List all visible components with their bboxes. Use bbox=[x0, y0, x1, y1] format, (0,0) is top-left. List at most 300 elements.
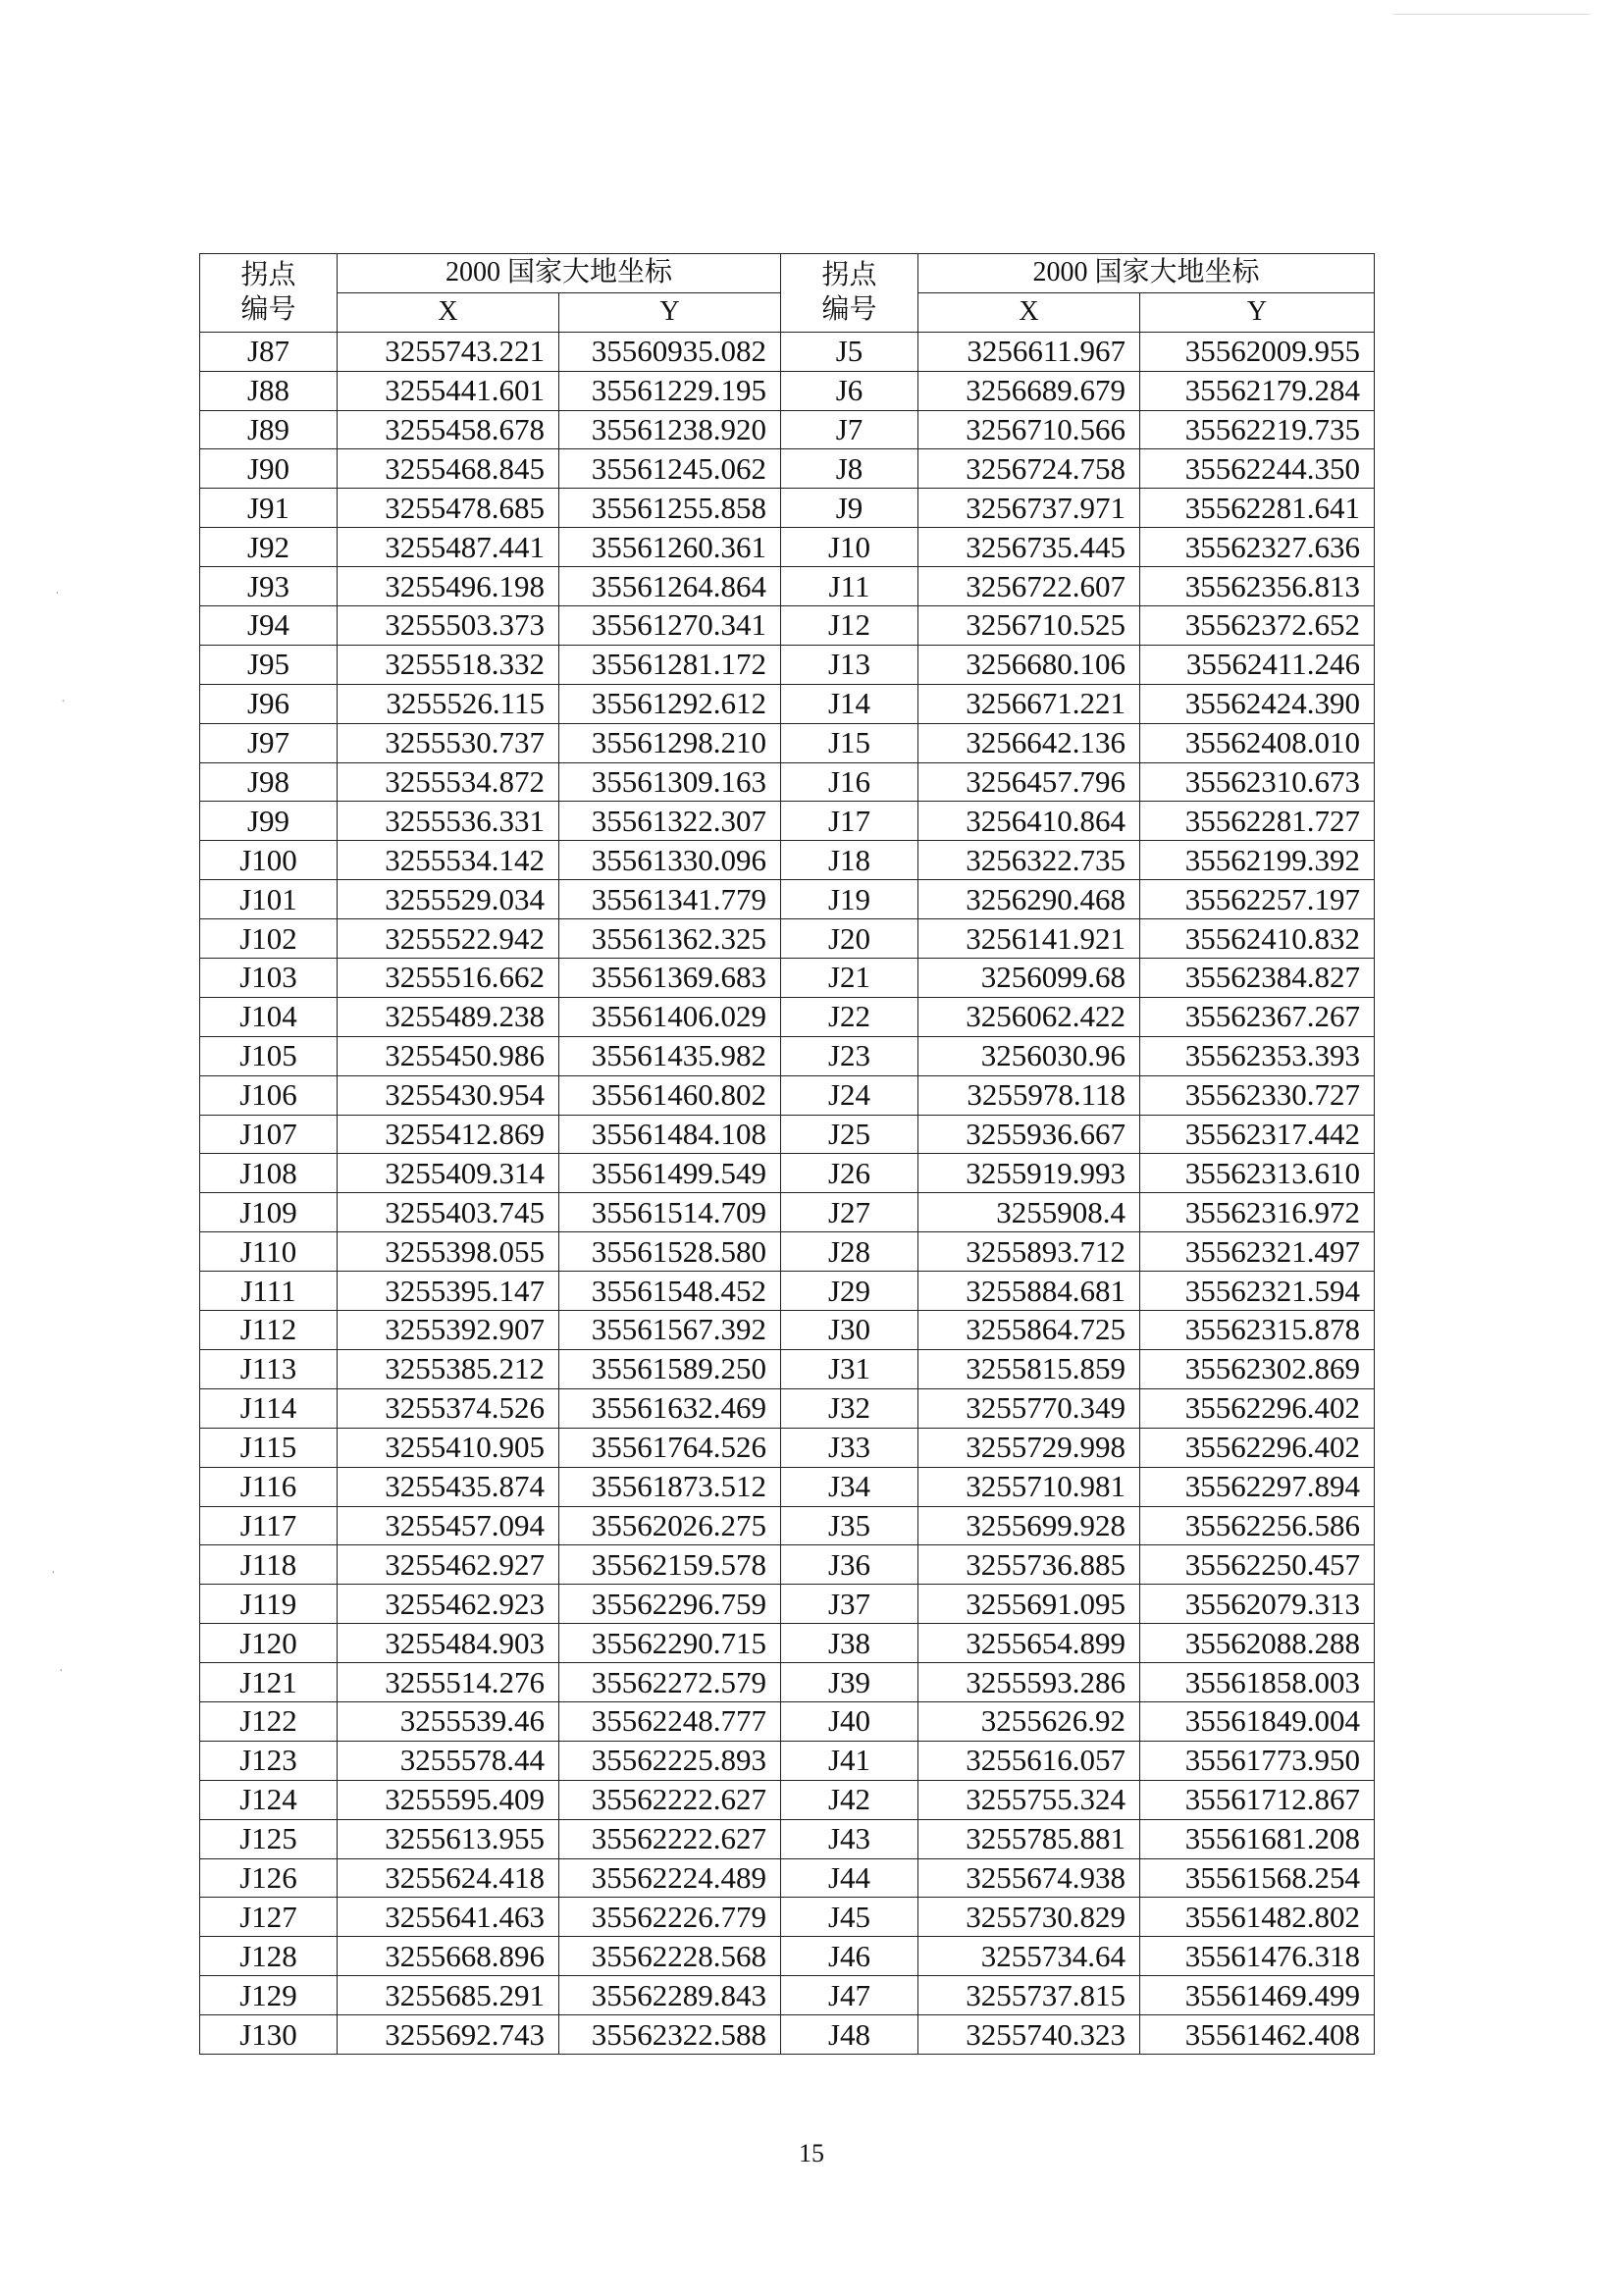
y-value: 35561858.003 bbox=[1140, 1663, 1375, 1702]
y-value: 35561462.408 bbox=[1140, 2015, 1375, 2055]
table-row bbox=[200, 1780, 1375, 1819]
y-value: 35561369.683 bbox=[559, 959, 781, 998]
point-id: J121 bbox=[200, 1663, 338, 1702]
point-id: J12 bbox=[781, 606, 918, 646]
y-value: 35562384.827 bbox=[1140, 959, 1375, 998]
point-id: J44 bbox=[781, 1858, 918, 1898]
table-body bbox=[200, 332, 1375, 2054]
y-value: 35562088.288 bbox=[1140, 1624, 1375, 1663]
x-value: 3256611.967 bbox=[918, 332, 1140, 371]
table-row bbox=[200, 1741, 1375, 1780]
y-value: 35562296.759 bbox=[559, 1585, 781, 1624]
point-id: J14 bbox=[781, 684, 918, 723]
y-value: 35562219.735 bbox=[1140, 410, 1375, 449]
point-id: J92 bbox=[200, 528, 338, 567]
y-value: 35562330.727 bbox=[1140, 1075, 1375, 1115]
x-value: 3255908.4 bbox=[918, 1193, 1140, 1232]
x-value: 3255468.845 bbox=[338, 449, 559, 489]
x-value: 3255536.331 bbox=[338, 802, 559, 841]
table-row bbox=[200, 841, 1375, 880]
point-id: J23 bbox=[781, 1036, 918, 1075]
y-value: 35561298.210 bbox=[559, 723, 781, 762]
point-id: J106 bbox=[200, 1075, 338, 1115]
table-row bbox=[200, 2015, 1375, 2055]
point-id: J123 bbox=[200, 1741, 338, 1780]
y-value: 35562244.350 bbox=[1140, 449, 1375, 489]
x-value: 3255593.286 bbox=[918, 1663, 1140, 1702]
x-value: 3256410.864 bbox=[918, 802, 1140, 841]
point-id: J88 bbox=[200, 371, 338, 410]
table-row bbox=[200, 371, 1375, 410]
y-value: 35561330.096 bbox=[559, 841, 781, 880]
x-value: 3256457.796 bbox=[918, 762, 1140, 802]
point-id: J37 bbox=[781, 1585, 918, 1624]
x-value: 3255978.118 bbox=[918, 1075, 1140, 1115]
x-value: 3255518.332 bbox=[338, 645, 559, 684]
table-row bbox=[200, 1976, 1375, 2015]
point-id: J117 bbox=[200, 1506, 338, 1545]
x-value: 3255710.981 bbox=[918, 1467, 1140, 1506]
table-row bbox=[200, 959, 1375, 998]
table-row bbox=[200, 1819, 1375, 1858]
header-row-1 bbox=[200, 254, 1375, 293]
point-id: J87 bbox=[200, 332, 338, 371]
point-id: J11 bbox=[781, 567, 918, 606]
point-id: J111 bbox=[200, 1272, 338, 1311]
point-id: J9 bbox=[781, 489, 918, 528]
y-value: 35562225.893 bbox=[559, 1741, 781, 1780]
y-value: 35561469.499 bbox=[1140, 1976, 1375, 2015]
x-value: 3255435.874 bbox=[338, 1467, 559, 1506]
x-value: 3255529.034 bbox=[338, 880, 559, 919]
y-value: 35561341.779 bbox=[559, 880, 781, 919]
point-id: J6 bbox=[781, 371, 918, 410]
y-header-left: Y bbox=[559, 292, 781, 332]
y-value: 35562199.392 bbox=[1140, 841, 1375, 880]
x-value: 3255699.928 bbox=[918, 1506, 1140, 1545]
table-row bbox=[200, 1075, 1375, 1115]
x-value: 3255374.526 bbox=[338, 1388, 559, 1428]
x-value: 3256141.921 bbox=[918, 919, 1140, 959]
y-value: 35562356.813 bbox=[1140, 567, 1375, 606]
point-id: J8 bbox=[781, 449, 918, 489]
y-value: 35562321.594 bbox=[1140, 1272, 1375, 1311]
point-id: J99 bbox=[200, 802, 338, 841]
point-id: J19 bbox=[781, 880, 918, 919]
x-value: 3255487.441 bbox=[338, 528, 559, 567]
x-value: 3256689.679 bbox=[918, 371, 1140, 410]
point-id: J91 bbox=[200, 489, 338, 528]
point-id: J128 bbox=[200, 1937, 338, 1976]
y-value: 35562316.972 bbox=[1140, 1193, 1375, 1232]
x-value: 3255936.667 bbox=[918, 1115, 1140, 1154]
y-value: 35562296.402 bbox=[1140, 1428, 1375, 1467]
y-value: 35561270.341 bbox=[559, 606, 781, 646]
x-value: 3255743.221 bbox=[338, 332, 559, 371]
point-id: J26 bbox=[781, 1154, 918, 1193]
table-row bbox=[200, 880, 1375, 919]
point-id: J22 bbox=[781, 997, 918, 1036]
y-value: 35562257.197 bbox=[1140, 880, 1375, 919]
y-value: 35562315.878 bbox=[1140, 1311, 1375, 1350]
y-value: 35562222.627 bbox=[559, 1780, 781, 1819]
table-row bbox=[200, 489, 1375, 528]
point-label-line2: 编号 bbox=[821, 294, 877, 326]
point-id: J95 bbox=[200, 645, 338, 684]
table-row bbox=[200, 1467, 1375, 1506]
point-id: J102 bbox=[200, 919, 338, 959]
table-row bbox=[200, 606, 1375, 646]
table-row bbox=[200, 1232, 1375, 1272]
point-id: J103 bbox=[200, 959, 338, 998]
x-value: 3255496.198 bbox=[338, 567, 559, 606]
x-value: 3255692.743 bbox=[338, 2015, 559, 2055]
x-value: 3256062.422 bbox=[918, 997, 1140, 1036]
table-row bbox=[200, 1272, 1375, 1311]
y-value: 35560935.082 bbox=[559, 332, 781, 371]
y-value: 35561264.864 bbox=[559, 567, 781, 606]
x-value: 3255484.903 bbox=[338, 1624, 559, 1663]
point-label-line1: 拐点 bbox=[240, 260, 296, 291]
x-value: 3255430.954 bbox=[338, 1075, 559, 1115]
table-row bbox=[200, 1154, 1375, 1193]
table-row bbox=[200, 1663, 1375, 1702]
y-value: 35562224.489 bbox=[559, 1858, 781, 1898]
x-value: 3256680.106 bbox=[918, 645, 1140, 684]
y-value: 35561255.858 bbox=[559, 489, 781, 528]
x-value: 3255516.662 bbox=[338, 959, 559, 998]
y-value: 35561764.526 bbox=[559, 1428, 781, 1467]
x-value: 3255613.955 bbox=[338, 1819, 559, 1858]
table-row bbox=[200, 1898, 1375, 1937]
y-value: 35561873.512 bbox=[559, 1467, 781, 1506]
point-id: J30 bbox=[781, 1311, 918, 1350]
point-id: J43 bbox=[781, 1819, 918, 1858]
y-value: 35562228.568 bbox=[559, 1937, 781, 1976]
x-value: 3255654.899 bbox=[918, 1624, 1140, 1663]
y-value: 35561260.361 bbox=[559, 528, 781, 567]
y-value: 35561229.195 bbox=[559, 371, 781, 410]
table-row bbox=[200, 1349, 1375, 1388]
y-value: 35562367.267 bbox=[1140, 997, 1375, 1036]
point-id: J120 bbox=[200, 1624, 338, 1663]
y-value: 35561362.325 bbox=[559, 919, 781, 959]
y-value: 35561589.250 bbox=[559, 1349, 781, 1388]
point-id: J113 bbox=[200, 1349, 338, 1388]
x-value: 3255668.896 bbox=[338, 1937, 559, 1976]
point-id: J29 bbox=[781, 1272, 918, 1311]
table-row bbox=[200, 645, 1375, 684]
x-value: 3255441.601 bbox=[338, 371, 559, 410]
point-id: J90 bbox=[200, 449, 338, 489]
x-value: 3255770.349 bbox=[918, 1388, 1140, 1428]
point-id: J109 bbox=[200, 1193, 338, 1232]
x-header-left: X bbox=[338, 292, 559, 332]
x-value: 3256722.607 bbox=[918, 567, 1140, 606]
x-value: 3255641.463 bbox=[338, 1898, 559, 1937]
x-value: 3255893.712 bbox=[918, 1232, 1140, 1272]
point-id: J42 bbox=[781, 1780, 918, 1819]
y-value: 35562226.779 bbox=[559, 1898, 781, 1937]
point-label-line1: 拐点 bbox=[821, 260, 877, 291]
point-id: J24 bbox=[781, 1075, 918, 1115]
y-value: 35562222.627 bbox=[559, 1819, 781, 1858]
y-value: 35562281.727 bbox=[1140, 802, 1375, 841]
point-id: J27 bbox=[781, 1193, 918, 1232]
point-id: J97 bbox=[200, 723, 338, 762]
table-row bbox=[200, 1937, 1375, 1976]
table-row bbox=[200, 1115, 1375, 1154]
y-value: 35562317.442 bbox=[1140, 1115, 1375, 1154]
x-value: 3255626.92 bbox=[918, 1701, 1140, 1741]
x-value: 3256322.735 bbox=[918, 841, 1140, 880]
point-id: J13 bbox=[781, 645, 918, 684]
point-id: J101 bbox=[200, 880, 338, 919]
x-value: 3255403.745 bbox=[338, 1193, 559, 1232]
point-id: J122 bbox=[200, 1701, 338, 1741]
x-value: 3255409.314 bbox=[338, 1154, 559, 1193]
point-id-header-left bbox=[200, 254, 338, 333]
point-id: J105 bbox=[200, 1036, 338, 1075]
point-id: J48 bbox=[781, 2015, 918, 2055]
y-value: 35561567.392 bbox=[559, 1311, 781, 1350]
table-row bbox=[200, 410, 1375, 449]
y-value: 35562079.313 bbox=[1140, 1585, 1375, 1624]
x-value: 3256671.221 bbox=[918, 684, 1140, 723]
table-row bbox=[200, 919, 1375, 959]
y-value: 35561568.254 bbox=[1140, 1858, 1375, 1898]
x-header-right: X bbox=[918, 292, 1140, 332]
y-value: 35562408.010 bbox=[1140, 723, 1375, 762]
x-value: 3255740.323 bbox=[918, 2015, 1140, 2055]
point-id: J129 bbox=[200, 1976, 338, 2015]
point-id: J119 bbox=[200, 1585, 338, 1624]
table-row bbox=[200, 1858, 1375, 1898]
scan-speck: · bbox=[61, 695, 66, 709]
point-id: J17 bbox=[781, 802, 918, 841]
scan-speck: · bbox=[51, 1566, 56, 1581]
point-id: J15 bbox=[781, 723, 918, 762]
x-value: 3255674.938 bbox=[918, 1858, 1140, 1898]
y-value: 35561773.950 bbox=[1140, 1741, 1375, 1780]
x-value: 3255919.993 bbox=[918, 1154, 1140, 1193]
table-row bbox=[200, 1585, 1375, 1624]
y-value: 35562424.390 bbox=[1140, 684, 1375, 723]
x-value: 3255624.418 bbox=[338, 1858, 559, 1898]
y-value: 35562159.578 bbox=[559, 1545, 781, 1585]
point-id: J127 bbox=[200, 1898, 338, 1937]
point-id: J116 bbox=[200, 1467, 338, 1506]
x-value: 3255815.859 bbox=[918, 1349, 1140, 1388]
scan-speck: · bbox=[55, 587, 60, 601]
x-value: 3255457.094 bbox=[338, 1506, 559, 1545]
y-value: 35562297.894 bbox=[1140, 1467, 1375, 1506]
y-value: 35562321.497 bbox=[1140, 1232, 1375, 1272]
point-id: J98 bbox=[200, 762, 338, 802]
point-id: J25 bbox=[781, 1115, 918, 1154]
y-value: 35562256.586 bbox=[1140, 1506, 1375, 1545]
y-value: 35562372.652 bbox=[1140, 606, 1375, 646]
y-value: 35562250.457 bbox=[1140, 1545, 1375, 1585]
y-value: 35561499.549 bbox=[559, 1154, 781, 1193]
coord-system-header-left: 2000 国家大地坐标 bbox=[338, 254, 781, 293]
y-value: 35562411.246 bbox=[1140, 645, 1375, 684]
point-id: J5 bbox=[781, 332, 918, 371]
y-value: 35561309.163 bbox=[559, 762, 781, 802]
point-id: J34 bbox=[781, 1467, 918, 1506]
x-value: 3256099.68 bbox=[918, 959, 1140, 998]
y-value: 35561435.982 bbox=[559, 1036, 781, 1075]
y-value: 35561322.307 bbox=[559, 802, 781, 841]
y-value: 35561281.172 bbox=[559, 645, 781, 684]
y-value: 35562290.715 bbox=[559, 1624, 781, 1663]
point-id: J115 bbox=[200, 1428, 338, 1467]
y-value: 35561528.580 bbox=[559, 1232, 781, 1272]
x-value: 3256642.136 bbox=[918, 723, 1140, 762]
y-value: 35561476.318 bbox=[1140, 1937, 1375, 1976]
y-value: 35562302.869 bbox=[1140, 1349, 1375, 1388]
y-value: 35562179.284 bbox=[1140, 371, 1375, 410]
y-value: 35562313.610 bbox=[1140, 1154, 1375, 1193]
x-value: 3255534.872 bbox=[338, 762, 559, 802]
y-value: 35561482.802 bbox=[1140, 1898, 1375, 1937]
x-value: 3255462.927 bbox=[338, 1545, 559, 1585]
table-row bbox=[200, 1428, 1375, 1467]
x-value: 3255522.942 bbox=[338, 919, 559, 959]
x-value: 3255864.725 bbox=[918, 1311, 1140, 1350]
x-value: 3255392.907 bbox=[338, 1311, 559, 1350]
x-value: 3256710.525 bbox=[918, 606, 1140, 646]
table-row bbox=[200, 1701, 1375, 1741]
x-value: 3255737.815 bbox=[918, 1976, 1140, 2015]
table-row bbox=[200, 1624, 1375, 1663]
point-id: J18 bbox=[781, 841, 918, 880]
table-row bbox=[200, 723, 1375, 762]
point-id: J100 bbox=[200, 841, 338, 880]
x-value: 3255410.905 bbox=[338, 1428, 559, 1467]
table-row bbox=[200, 528, 1375, 567]
point-id: J46 bbox=[781, 1937, 918, 1976]
table-row bbox=[200, 1545, 1375, 1585]
y-header-right: Y bbox=[1140, 292, 1375, 332]
x-value: 3255450.986 bbox=[338, 1036, 559, 1075]
y-value: 35562322.588 bbox=[559, 2015, 781, 2055]
point-id: J32 bbox=[781, 1388, 918, 1428]
y-value: 35562248.777 bbox=[559, 1701, 781, 1741]
y-value: 35562289.843 bbox=[559, 1976, 781, 2015]
x-value: 3255616.057 bbox=[918, 1741, 1140, 1780]
point-id-header-right bbox=[781, 254, 918, 333]
table-row bbox=[200, 1036, 1375, 1075]
table-row bbox=[200, 1311, 1375, 1350]
y-value: 35561238.920 bbox=[559, 410, 781, 449]
y-value: 35562310.673 bbox=[1140, 762, 1375, 802]
point-id: J38 bbox=[781, 1624, 918, 1663]
point-id: J16 bbox=[781, 762, 918, 802]
table-row bbox=[200, 762, 1375, 802]
point-id: J125 bbox=[200, 1819, 338, 1858]
point-id: J21 bbox=[781, 959, 918, 998]
table-row bbox=[200, 1193, 1375, 1232]
x-value: 3255478.685 bbox=[338, 489, 559, 528]
point-id: J35 bbox=[781, 1506, 918, 1545]
x-value: 3255503.373 bbox=[338, 606, 559, 646]
y-value: 35562296.402 bbox=[1140, 1388, 1375, 1428]
point-id: J93 bbox=[200, 567, 338, 606]
point-id: J20 bbox=[781, 919, 918, 959]
point-id: J107 bbox=[200, 1115, 338, 1154]
x-value: 3255755.324 bbox=[918, 1780, 1140, 1819]
table-row bbox=[200, 1506, 1375, 1545]
point-id: J114 bbox=[200, 1388, 338, 1428]
point-id: J126 bbox=[200, 1858, 338, 1898]
x-value: 3255736.885 bbox=[918, 1545, 1140, 1585]
point-id: J28 bbox=[781, 1232, 918, 1272]
y-value: 35561681.208 bbox=[1140, 1819, 1375, 1858]
x-value: 3255462.923 bbox=[338, 1585, 559, 1624]
x-value: 3255691.095 bbox=[918, 1585, 1140, 1624]
point-id: J45 bbox=[781, 1898, 918, 1937]
coordinate-table bbox=[199, 253, 1375, 2055]
x-value: 3255595.409 bbox=[338, 1780, 559, 1819]
y-value: 35561292.612 bbox=[559, 684, 781, 723]
x-value: 3256724.758 bbox=[918, 449, 1140, 489]
x-value: 3255395.147 bbox=[338, 1272, 559, 1311]
table-row bbox=[200, 567, 1375, 606]
point-id: J33 bbox=[781, 1428, 918, 1467]
table-row bbox=[200, 997, 1375, 1036]
table-row bbox=[200, 332, 1375, 371]
scan-speck: · bbox=[59, 1664, 64, 1679]
point-label-line2: 编号 bbox=[240, 294, 296, 326]
y-value: 35561406.029 bbox=[559, 997, 781, 1036]
x-value: 3255730.829 bbox=[918, 1898, 1140, 1937]
table-row bbox=[200, 449, 1375, 489]
x-value: 3255489.238 bbox=[338, 997, 559, 1036]
y-value: 35562272.579 bbox=[559, 1663, 781, 1702]
point-id: J108 bbox=[200, 1154, 338, 1193]
x-value: 3255398.055 bbox=[338, 1232, 559, 1272]
top-rule bbox=[1393, 14, 1590, 15]
x-value: 3256710.566 bbox=[918, 410, 1140, 449]
point-id: J94 bbox=[200, 606, 338, 646]
y-value: 35562327.636 bbox=[1140, 528, 1375, 567]
point-id: J47 bbox=[781, 1976, 918, 2015]
y-value: 35562281.641 bbox=[1140, 489, 1375, 528]
point-id: J110 bbox=[200, 1232, 338, 1272]
x-value: 3255534.142 bbox=[338, 841, 559, 880]
x-value: 3255385.212 bbox=[338, 1349, 559, 1388]
x-value: 3255530.737 bbox=[338, 723, 559, 762]
y-value: 35561514.709 bbox=[559, 1193, 781, 1232]
x-value: 3255729.998 bbox=[918, 1428, 1140, 1467]
point-id: J36 bbox=[781, 1545, 918, 1585]
x-value: 3256290.468 bbox=[918, 880, 1140, 919]
x-value: 3255578.44 bbox=[338, 1741, 559, 1780]
table-row bbox=[200, 1388, 1375, 1428]
point-id: J39 bbox=[781, 1663, 918, 1702]
x-value: 3255539.46 bbox=[338, 1701, 559, 1741]
y-value: 35561484.108 bbox=[559, 1115, 781, 1154]
x-value: 3255884.681 bbox=[918, 1272, 1140, 1311]
x-value: 3256735.445 bbox=[918, 528, 1140, 567]
y-value: 35561460.802 bbox=[559, 1075, 781, 1115]
x-value: 3255685.291 bbox=[338, 1976, 559, 2015]
point-id: J7 bbox=[781, 410, 918, 449]
point-id: J31 bbox=[781, 1349, 918, 1388]
point-id: J112 bbox=[200, 1311, 338, 1350]
x-value: 3256737.971 bbox=[918, 489, 1140, 528]
